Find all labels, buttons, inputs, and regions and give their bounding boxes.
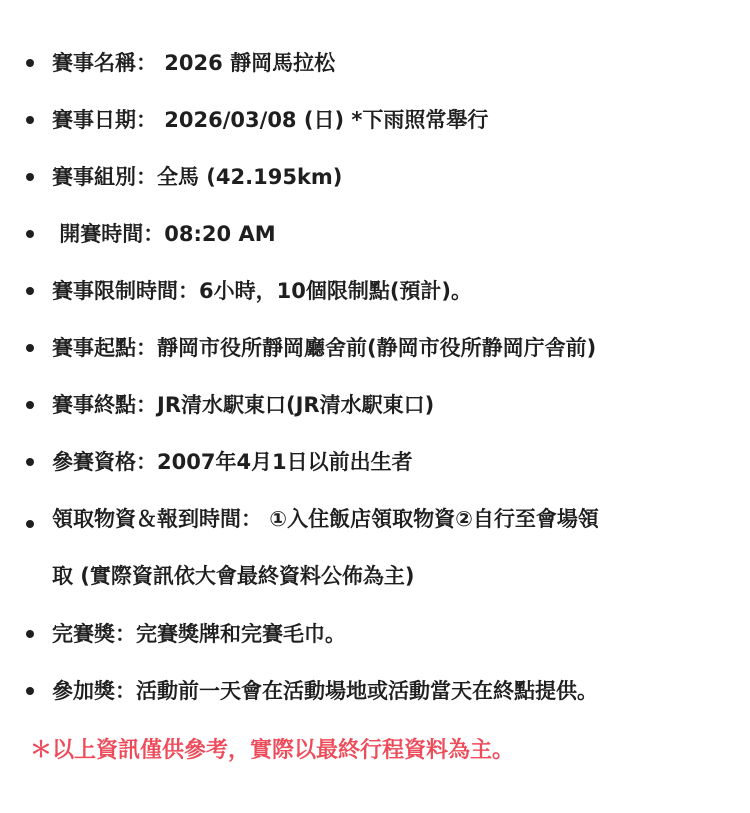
list-item-participation-award <box>0 672 750 710</box>
participation-award-text: 參加獎：活動前一天會在活動場地或活動當天在終點提供。 <box>52 679 598 703</box>
packet-pickup-text-line-2: 取 (實際資訊依大會最終資料公佈為主) <box>52 564 415 588</box>
bullet-icon <box>26 173 34 181</box>
finisher-award-text: 完賽獎：完賽獎牌和完賽毛巾。 <box>52 622 346 646</box>
bullet-icon <box>26 59 34 67</box>
eligibility-text: 參賽資格：2007年4月1日以前出生者 <box>52 450 413 474</box>
list-item-event-name <box>0 44 750 82</box>
bullet-icon <box>26 401 34 409</box>
disclaimer-note: ＊以上資訊僅供參考，實際以最終行程資料為主。 <box>30 738 515 763</box>
bullet-icon <box>26 687 34 695</box>
list-item-eligibility <box>0 443 750 481</box>
start-time-text: 開賽時間：08:20 AM <box>52 222 276 246</box>
finish-point-text: 賽事終點：JR清水駅東口(JR清水駅東口) <box>52 393 435 417</box>
bullet-icon <box>26 116 34 124</box>
event-date-text: 賽事日期： 2026/03/08 (日) *下雨照常舉行 <box>52 108 489 132</box>
list-item-finish-point <box>0 386 750 424</box>
list-item-event-date <box>0 101 750 139</box>
list-item-packet-pickup <box>0 500 750 596</box>
bullet-icon <box>26 520 34 528</box>
bullet-icon <box>26 344 34 352</box>
list-item-start-time <box>0 215 750 253</box>
list-item-finisher-award <box>0 615 750 653</box>
event-category-text: 賽事組別：全馬 (42.195km) <box>52 165 343 189</box>
bullet-icon <box>26 287 34 295</box>
event-info-list <box>0 44 750 729</box>
list-item-time-limit <box>0 272 750 310</box>
event-name-text: 賽事名稱： 2026 靜岡馬拉松 <box>52 51 336 75</box>
list-item-start-point <box>0 329 750 367</box>
packet-pickup-text-line-1: 領取物資＆報到時間： ①入住飯店領取物資②自行至會場領 <box>52 507 599 531</box>
time-limit-text: 賽事限制時間：6小時，10個限制點(預計)。 <box>52 279 473 303</box>
bullet-icon <box>26 230 34 238</box>
start-point-text: 賽事起點：靜岡市役所靜岡廳舍前(静岡市役所静岡庁舎前) <box>52 336 597 360</box>
bullet-icon <box>26 630 34 638</box>
list-item-event-category <box>0 158 750 196</box>
bullet-icon <box>26 458 34 466</box>
